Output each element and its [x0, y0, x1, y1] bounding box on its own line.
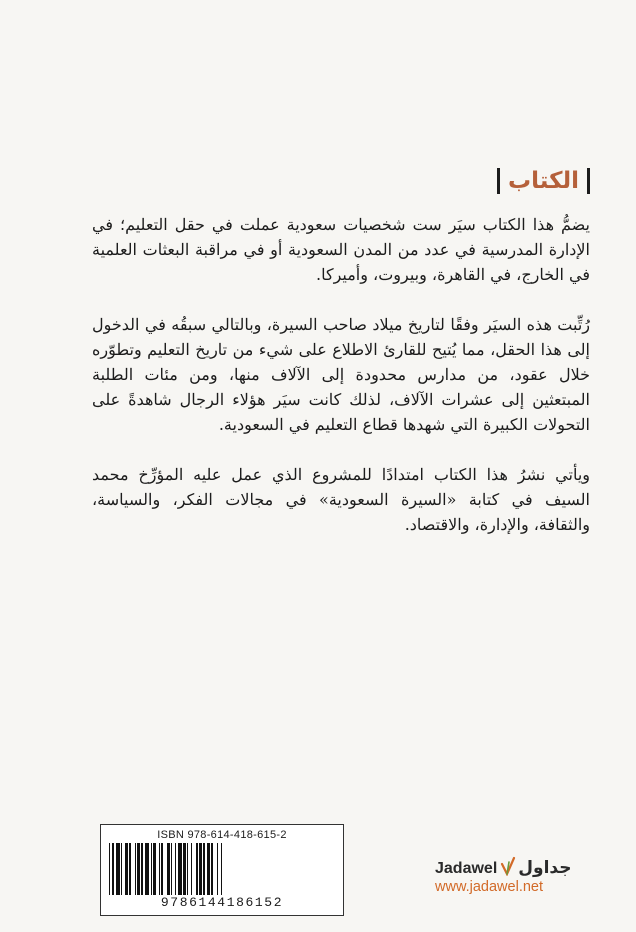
paragraph-3: ويأتي نشرُ هذا الكتاب امتدادًا للمشروع الذي عمل عليه المؤرِّخ محمد السيف في كتابة «السيرة السعودية» في مجالات الفكر، والسياسة، والثقافة، والإدارة، والاقتصاد.	[92, 465, 590, 534]
heading-title: الكتاب	[507, 168, 579, 194]
barcode-stripe	[222, 843, 223, 895]
checkmark-leaf-icon	[500, 856, 516, 876]
heading-bar-left	[497, 168, 500, 194]
isbn-barcode	[100, 824, 344, 916]
heading-bar-right	[587, 168, 590, 194]
paragraph-2: رُتِّبت هذه السيَر وفقًا لتاريخ ميلاد صاحب السيرة، وبالتالي سبقُه في الدخول إلى هذا الحقل، مما يُتيح للقارئ الاطلاع على شيء من تاريخ التعليم وتطوّره خلال عقود، من مدارس محدودة إلى الآلاف منها، ومن مئات الطلبة المبتعثين إلى عشرات الآلاف، لذلك كانت سيَر هؤلاء الرجال شاهدةً على التحولات الكبيرة التي شهدها قطاع التعليم في السعودية.	[92, 315, 590, 434]
isbn-label: ISBN 978-614-418-615-2	[157, 829, 287, 841]
barcode-bars	[109, 843, 335, 895]
paragraph-1: يضمُّ هذا الكتاب سيَر ست شخصيات سعودية عملت في حقل التعليم؛ في الإدارة المدرسية في عدد من المدن السعودية أو في مراقبة البعثات العلمية في الخارج، في القاهرة، وبيروت، وأميركا.	[92, 215, 590, 284]
section-heading	[497, 168, 590, 194]
publisher-name-latin: Jadawel	[435, 860, 498, 877]
publisher-logo	[435, 856, 585, 895]
publisher-url: www.jadawel.net	[435, 879, 543, 895]
publisher-name-arabic: جداول	[518, 858, 572, 878]
ean-digits: 9786144186152	[160, 895, 284, 910]
book-description	[92, 212, 590, 562]
